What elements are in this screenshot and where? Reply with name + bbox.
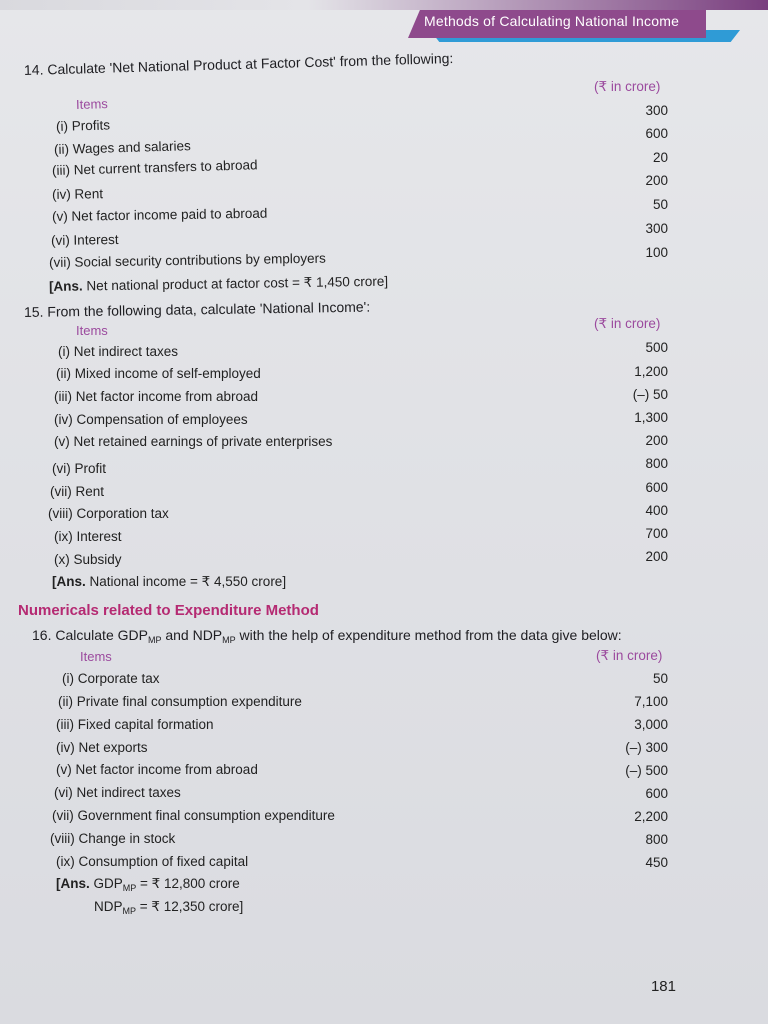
item-value: (–) 50 xyxy=(632,387,668,402)
answer-16-gdp xyxy=(56,876,240,892)
question-number: 14. xyxy=(23,61,44,78)
answer-prefix: [Ans. xyxy=(52,574,86,589)
question-text-c: with the help of expenditure method from the data give below: xyxy=(235,627,622,643)
answer-text: Net national product at factor cost = ₹ 1,450 crore] xyxy=(82,273,389,294)
unit-label: (₹ in crore) xyxy=(594,79,661,94)
list-item: (v) Net factor income paid to abroad xyxy=(51,205,268,224)
question-text-a: Calculate GDP xyxy=(55,627,148,643)
item-value: 200 xyxy=(645,173,668,188)
section-heading: Numericals related to Expenditure Method xyxy=(18,602,319,619)
item-value: 400 xyxy=(645,503,668,518)
item-value: 600 xyxy=(645,126,668,141)
list-item: (iv) Compensation of employees xyxy=(54,412,248,427)
list-item: (ii) Mixed income of self-employed xyxy=(56,366,261,381)
list-item: (i) Net indirect taxes xyxy=(58,344,179,359)
answer-text: = ₹ 12,800 crore xyxy=(136,876,240,891)
list-item: (vii) Social security contributions by employers xyxy=(48,250,326,270)
question-number: 15. xyxy=(23,303,44,320)
item-value: 200 xyxy=(645,549,668,564)
item-value: 50 xyxy=(652,671,668,686)
unit-label: (₹ in crore) xyxy=(594,316,661,331)
list-item: (i) Corporate tax xyxy=(62,671,160,686)
list-item: (ix) Interest xyxy=(54,529,122,544)
item-value: 800 xyxy=(645,832,668,847)
answer-14 xyxy=(49,274,388,295)
list-item: (v) Net factor income from abroad xyxy=(56,762,258,777)
items-label: Items xyxy=(80,649,112,664)
list-item: (iii) Net current transfers to abroad xyxy=(51,157,258,178)
list-item: (iv) Rent xyxy=(51,186,104,202)
question-text-b: and NDP xyxy=(161,627,223,643)
list-item: (iii) Fixed capital formation xyxy=(56,717,214,732)
item-value: 2,200 xyxy=(634,809,668,824)
answer-text: NDP xyxy=(94,899,123,914)
unit-label: (₹ in crore) xyxy=(596,648,663,663)
answer-prefix: [Ans. xyxy=(56,876,90,891)
item-value: 300 xyxy=(645,221,668,236)
list-item: (ix) Consumption of fixed capital xyxy=(56,854,249,869)
question-number: 16. xyxy=(32,627,52,643)
list-item: (iv) Net exports xyxy=(56,740,148,755)
list-item: (iii) Net factor income from abroad xyxy=(54,389,259,404)
answer-16-ndp xyxy=(94,899,243,915)
item-value: 20 xyxy=(652,150,668,165)
item-value: 1,300 xyxy=(634,410,668,425)
list-item: (vi) Profit xyxy=(52,461,106,476)
question-16 xyxy=(32,627,622,643)
question-text: Calculate 'Net National Product at Factor Cost' from the following: xyxy=(47,50,454,78)
subscript: MP xyxy=(222,635,236,645)
top-border-strip xyxy=(0,0,768,10)
answer-15 xyxy=(52,574,286,590)
item-value: 7,100 xyxy=(634,694,668,709)
list-item: (viii) Change in stock xyxy=(50,831,176,846)
item-value: 700 xyxy=(645,526,668,541)
items-label: Items xyxy=(75,96,108,112)
list-item: (ii) Wages and salaries xyxy=(53,138,191,157)
page-number: 181 xyxy=(650,978,676,995)
subscript: MP xyxy=(147,635,162,645)
list-item: (vii) Rent xyxy=(50,484,105,499)
item-value: 200 xyxy=(645,433,668,448)
item-value: 800 xyxy=(645,456,668,471)
item-value: (–) 300 xyxy=(625,740,668,755)
list-item: (viii) Corporation tax xyxy=(48,506,169,521)
answer-text: = ₹ 12,350 crore] xyxy=(136,899,244,914)
item-value: 500 xyxy=(645,340,668,355)
item-value: 1,200 xyxy=(634,364,668,379)
item-value: (–) 500 xyxy=(625,763,668,778)
answer-text: GDP xyxy=(89,876,123,891)
subscript: MP xyxy=(122,883,137,893)
list-item: (vi) Net indirect taxes xyxy=(54,785,181,800)
item-value: 450 xyxy=(645,855,668,870)
item-value: 3,000 xyxy=(634,717,668,732)
list-item: (ii) Private final consumption expenditure xyxy=(58,694,302,709)
item-value: 100 xyxy=(645,245,668,260)
item-value: 300 xyxy=(645,103,668,118)
list-item: (x) Subsidy xyxy=(54,552,122,567)
list-item: (vi) Interest xyxy=(50,231,119,248)
item-value: 600 xyxy=(645,786,668,801)
list-item: (vii) Government final consumption expenditure xyxy=(52,808,335,823)
item-value: 50 xyxy=(652,197,668,212)
question-14 xyxy=(24,50,454,78)
item-value: 600 xyxy=(645,480,668,495)
list-item: (v) Net retained earnings of private enterprises xyxy=(54,434,333,449)
question-15 xyxy=(24,299,370,320)
answer-text: National income = ₹ 4,550 crore] xyxy=(85,574,287,589)
items-label: Items xyxy=(76,323,108,338)
question-text: From the following data, calculate 'National Income': xyxy=(47,298,371,320)
list-item: (i) Profits xyxy=(55,117,111,134)
subscript: MP xyxy=(122,906,137,916)
answer-prefix: [Ans. xyxy=(48,278,83,294)
chapter-title: Methods of Calculating National Income xyxy=(424,13,680,29)
